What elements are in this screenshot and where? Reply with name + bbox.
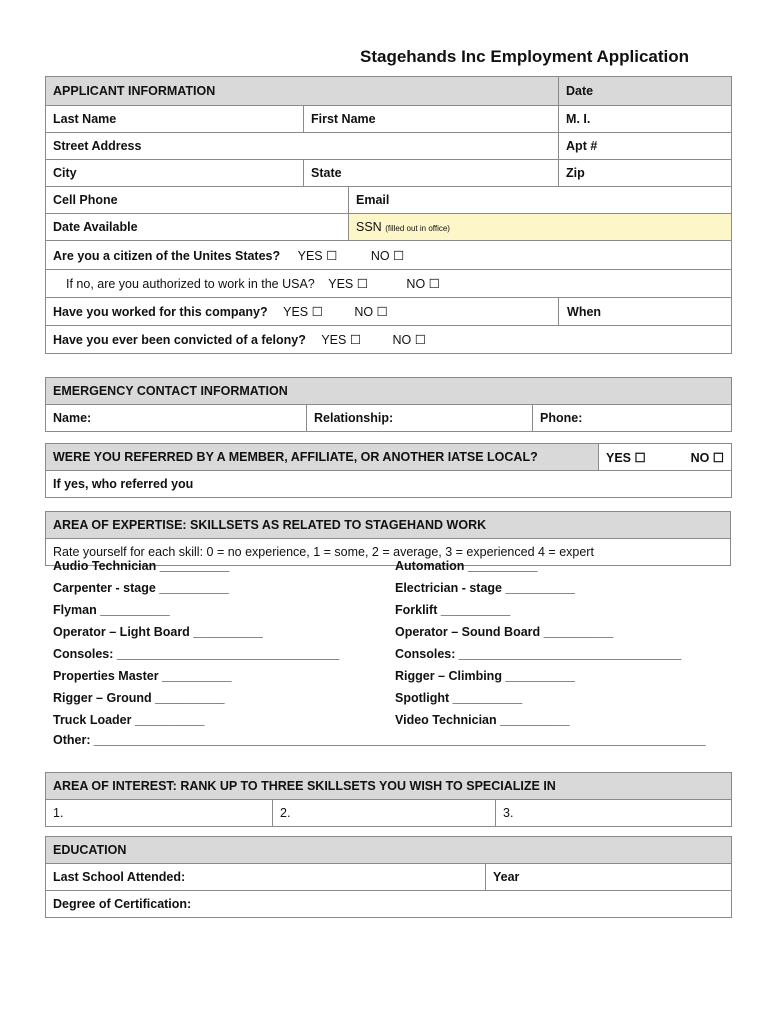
referral-no-checkbox[interactable]: NO ☐	[665, 444, 732, 471]
citizen-yes-checkbox[interactable]: YES ☐	[297, 248, 338, 263]
street-address-field[interactable]: Street Address	[46, 133, 559, 160]
skill-sound-board[interactable]: Operator – Sound Board __________	[395, 625, 614, 639]
when-label: When	[567, 304, 602, 319]
citizen-row	[46, 241, 732, 270]
emergency-phone-field[interactable]: Phone:	[533, 405, 732, 432]
skill-sound-consoles[interactable]: Consoles: ________________________________	[395, 647, 682, 661]
city-field[interactable]: City	[46, 160, 304, 187]
skill-flyman[interactable]: Flyman __________	[53, 603, 170, 617]
date-available-field[interactable]: Date Available	[46, 214, 349, 241]
email-field[interactable]: Email	[349, 187, 732, 214]
emergency-relationship-field[interactable]: Relationship:	[307, 405, 533, 432]
skill-audio-technician[interactable]: Audio Technician __________	[53, 559, 230, 573]
referral-table	[45, 443, 732, 498]
skill-rigger-ground[interactable]: Rigger – Ground __________	[53, 691, 225, 705]
interest-rank-2[interactable]: 2.	[273, 800, 496, 827]
referral-yes-checkbox[interactable]: YES ☐	[599, 444, 665, 471]
last-name-field[interactable]: Last Name	[46, 106, 304, 133]
authorized-question: If no, are you authorized to work in the USA?	[66, 277, 315, 291]
skill-rigger-climbing[interactable]: Rigger – Climbing __________	[395, 669, 575, 683]
interest-table	[45, 772, 732, 827]
referral-question: WERE YOU REFERRED BY A MEMBER, AFFILIATE, OR ANOTHER IATSE LOCAL?	[46, 444, 599, 471]
skill-row	[53, 710, 733, 732]
emergency-name-field[interactable]: Name:	[46, 405, 307, 432]
felony-no-checkbox[interactable]: NO ☐	[392, 333, 426, 347]
skill-light-consoles[interactable]: Consoles: ________________________________	[53, 647, 340, 661]
citizen-no-checkbox[interactable]: NO ☐	[370, 248, 405, 263]
felony-question: Have you ever been convicted of a felony?	[53, 333, 306, 347]
applicant-info-header: APPLICANT INFORMATION	[46, 77, 559, 106]
skill-truck-loader[interactable]: Truck Loader __________	[53, 713, 205, 727]
ssn-label: SSN	[356, 220, 382, 234]
skill-row	[53, 578, 733, 600]
worked-question: Have you worked for this company?	[53, 305, 268, 319]
skill-row	[53, 600, 733, 622]
skill-row	[53, 644, 733, 666]
year-field[interactable]: Year	[486, 864, 732, 891]
interest-header: AREA OF INTEREST: RANK UP TO THREE SKILLSETS YOU WISH TO SPECIALIZE IN	[46, 773, 732, 800]
skills-list	[53, 556, 733, 732]
skill-video-technician[interactable]: Video Technician __________	[395, 713, 570, 727]
middle-initial-field[interactable]: M. I.	[559, 106, 732, 133]
last-school-field[interactable]: Last School Attended:	[46, 864, 486, 891]
rating-instructions: Rate yourself for each skill: 0 = no experience, 1 = some, 2 = average, 3 = experienced 4 = expert	[46, 539, 731, 566]
skill-properties-master[interactable]: Properties Master __________	[53, 669, 232, 683]
ssn-field[interactable]	[349, 214, 732, 241]
skill-light-board[interactable]: Operator – Light Board __________	[53, 625, 263, 639]
emergency-header: EMERGENCY CONTACT INFORMATION	[46, 378, 732, 405]
form-title: Stagehands Inc Employment Application	[360, 47, 690, 66]
emergency-contact-table	[45, 377, 732, 432]
skill-other[interactable]: Other: ________________________________________________________________________________________	[53, 733, 706, 747]
worked-no-checkbox[interactable]: NO ☐	[354, 305, 388, 319]
felony-row	[46, 326, 732, 354]
skill-automation[interactable]: Automation __________	[395, 559, 538, 573]
citizen-question: Are you a citizen of the Unites States?	[53, 248, 281, 263]
skill-spotlight[interactable]: Spotlight __________	[395, 691, 523, 705]
ssn-note: (filled out in office)	[385, 224, 450, 233]
interest-rank-1[interactable]: 1.	[46, 800, 273, 827]
education-header: EDUCATION	[46, 837, 732, 864]
zip-field[interactable]: Zip	[559, 160, 732, 187]
worked-row	[46, 298, 559, 326]
apt-field[interactable]: Apt #	[559, 133, 732, 160]
state-field[interactable]: State	[304, 160, 559, 187]
education-table	[45, 836, 732, 918]
authorized-row	[46, 270, 732, 298]
cell-phone-field[interactable]: Cell Phone	[46, 187, 349, 214]
referrer-field[interactable]: If yes, who referred you	[46, 471, 732, 498]
skill-row	[53, 622, 733, 644]
skill-carpenter[interactable]: Carpenter - stage __________	[53, 581, 229, 595]
date-field[interactable]: Date	[559, 77, 732, 106]
felony-yes-checkbox[interactable]: YES ☐	[321, 333, 362, 347]
applicant-info-table	[45, 76, 732, 354]
skill-row	[53, 688, 733, 710]
skill-forklift[interactable]: Forklift __________	[395, 603, 511, 617]
expertise-header: AREA OF EXPERTISE: SKILLSETS AS RELATED TO STAGEHAND WORK	[46, 512, 731, 539]
skill-electrician[interactable]: Electrician - stage __________	[395, 581, 575, 595]
when-field[interactable]	[559, 298, 732, 326]
worked-yes-checkbox[interactable]: YES ☐	[283, 305, 323, 319]
authorized-no-checkbox[interactable]: NO ☐	[406, 277, 440, 291]
interest-rank-3[interactable]: 3.	[496, 800, 732, 827]
first-name-field[interactable]: First Name	[304, 106, 559, 133]
degree-field[interactable]: Degree of Certification:	[46, 891, 732, 918]
authorized-yes-checkbox[interactable]: YES ☐	[328, 277, 368, 291]
skill-row	[53, 666, 733, 688]
skill-row	[53, 556, 733, 578]
